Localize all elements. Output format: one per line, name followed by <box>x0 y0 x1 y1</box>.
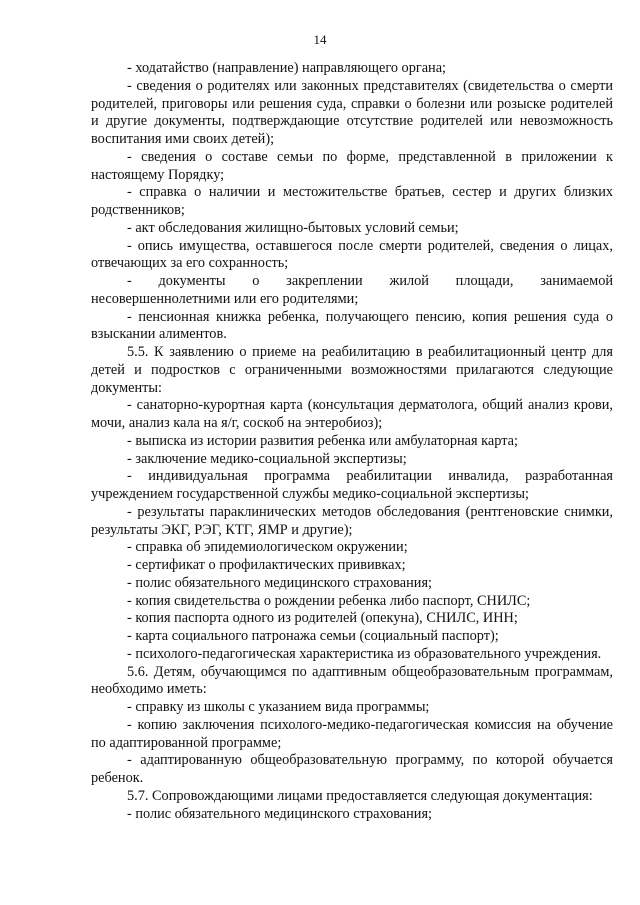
list-item: - ходатайство (направление) направляющего органа; <box>127 60 447 76</box>
list-item: - санаторно-курортная карта (консультация дерматолога, общий анализ крови, мочи, анализ кала на я/г, соскоб на энтеробиоз); <box>91 397 613 431</box>
section-paragraph: 5.5. К заявлению о приеме на реабилитацию в реабилитационный центр для детей и подростков с ограниченными возможностями прилагаются следующие документы: <box>91 344 613 396</box>
list-item: - результаты параклинических методов обследования (рентгеновские снимки, результаты ЭКГ, РЭГ, КТГ, ЯМР и другие); <box>91 503 613 538</box>
list-item: - психолого-педагогическая характеристика из образовательного учреждения. <box>127 645 602 662</box>
list-item: - индивидуальная программа реабилитации инвалида, разработанная учреждением государственной службы медико-социальной экспертизы; <box>91 468 613 502</box>
document-body <box>91 60 613 823</box>
list-item: - копия свидетельства о рождении ребенка либо паспорт, СНИЛС; <box>127 592 531 609</box>
list-item: - справка об эпидемиологическом окружении; <box>127 539 408 556</box>
list-item: - сведения о составе семьи по форме, представленной в приложении к настоящему Порядку; <box>91 148 613 183</box>
section-paragraph: 5.7. Сопровождающими лицами предоставляется следующая документация: <box>127 787 593 804</box>
list-item: - полис обязательного медицинского страхования; <box>127 805 432 822</box>
list-item: - документы о закреплении жилой площади, занимаемой несовершеннолетними или его родителями; <box>91 273 613 307</box>
list-item: - адаптированную общеобразовательную программу, по которой обучается ребенок. <box>91 752 613 786</box>
list-item: - пенсионная книжка ребенка, получающего пенсию, копия решения суда о взыскании алиментов. <box>91 308 613 343</box>
list-item: - копия паспорта одного из родителей (опекуна), СНИЛС, ИНН; <box>127 610 518 627</box>
list-item: - карта социального патронажа семьи (социальный паспорт); <box>127 628 499 644</box>
list-item: - сведения о родителях или законных представителях (свидетельства о смерти родителей, приговоры или решения суда, справки о болезни или розыске родителей и другие документы, подтверждающие отсутствие родителей или невозможность воспитания ими своих детей); <box>91 77 613 147</box>
list-item: - сертификат о профилактических прививках; <box>127 557 406 573</box>
list-item: - акт обследования жилищно-бытовых условий семьи; <box>127 219 459 236</box>
list-item: - полис обязательного медицинского страхования; <box>127 574 432 591</box>
section-paragraph: 5.6. Детям, обучающимся по адаптивным общеобразовательным программам, необходимо иметь: <box>91 663 613 698</box>
page-number: 14 <box>313 32 327 47</box>
list-item: - справка о наличии и местожительстве братьев, сестер и других близких родственников; <box>91 184 613 218</box>
list-item: - копию заключения психолого-медико-педагогическая комиссия на обучение по адаптированной программе; <box>91 716 613 751</box>
list-item: - справку из школы с указанием вида программы; <box>127 699 430 715</box>
list-item: - опись имущества, оставшегося после смерти родителей, сведения о лицах, отвечающих за его сохранность; <box>91 237 613 272</box>
list-item: - выписка из истории развития ребенка или амбулаторная карта; <box>127 432 518 449</box>
list-item: - заключение медико-социальной экспертизы; <box>127 450 407 467</box>
